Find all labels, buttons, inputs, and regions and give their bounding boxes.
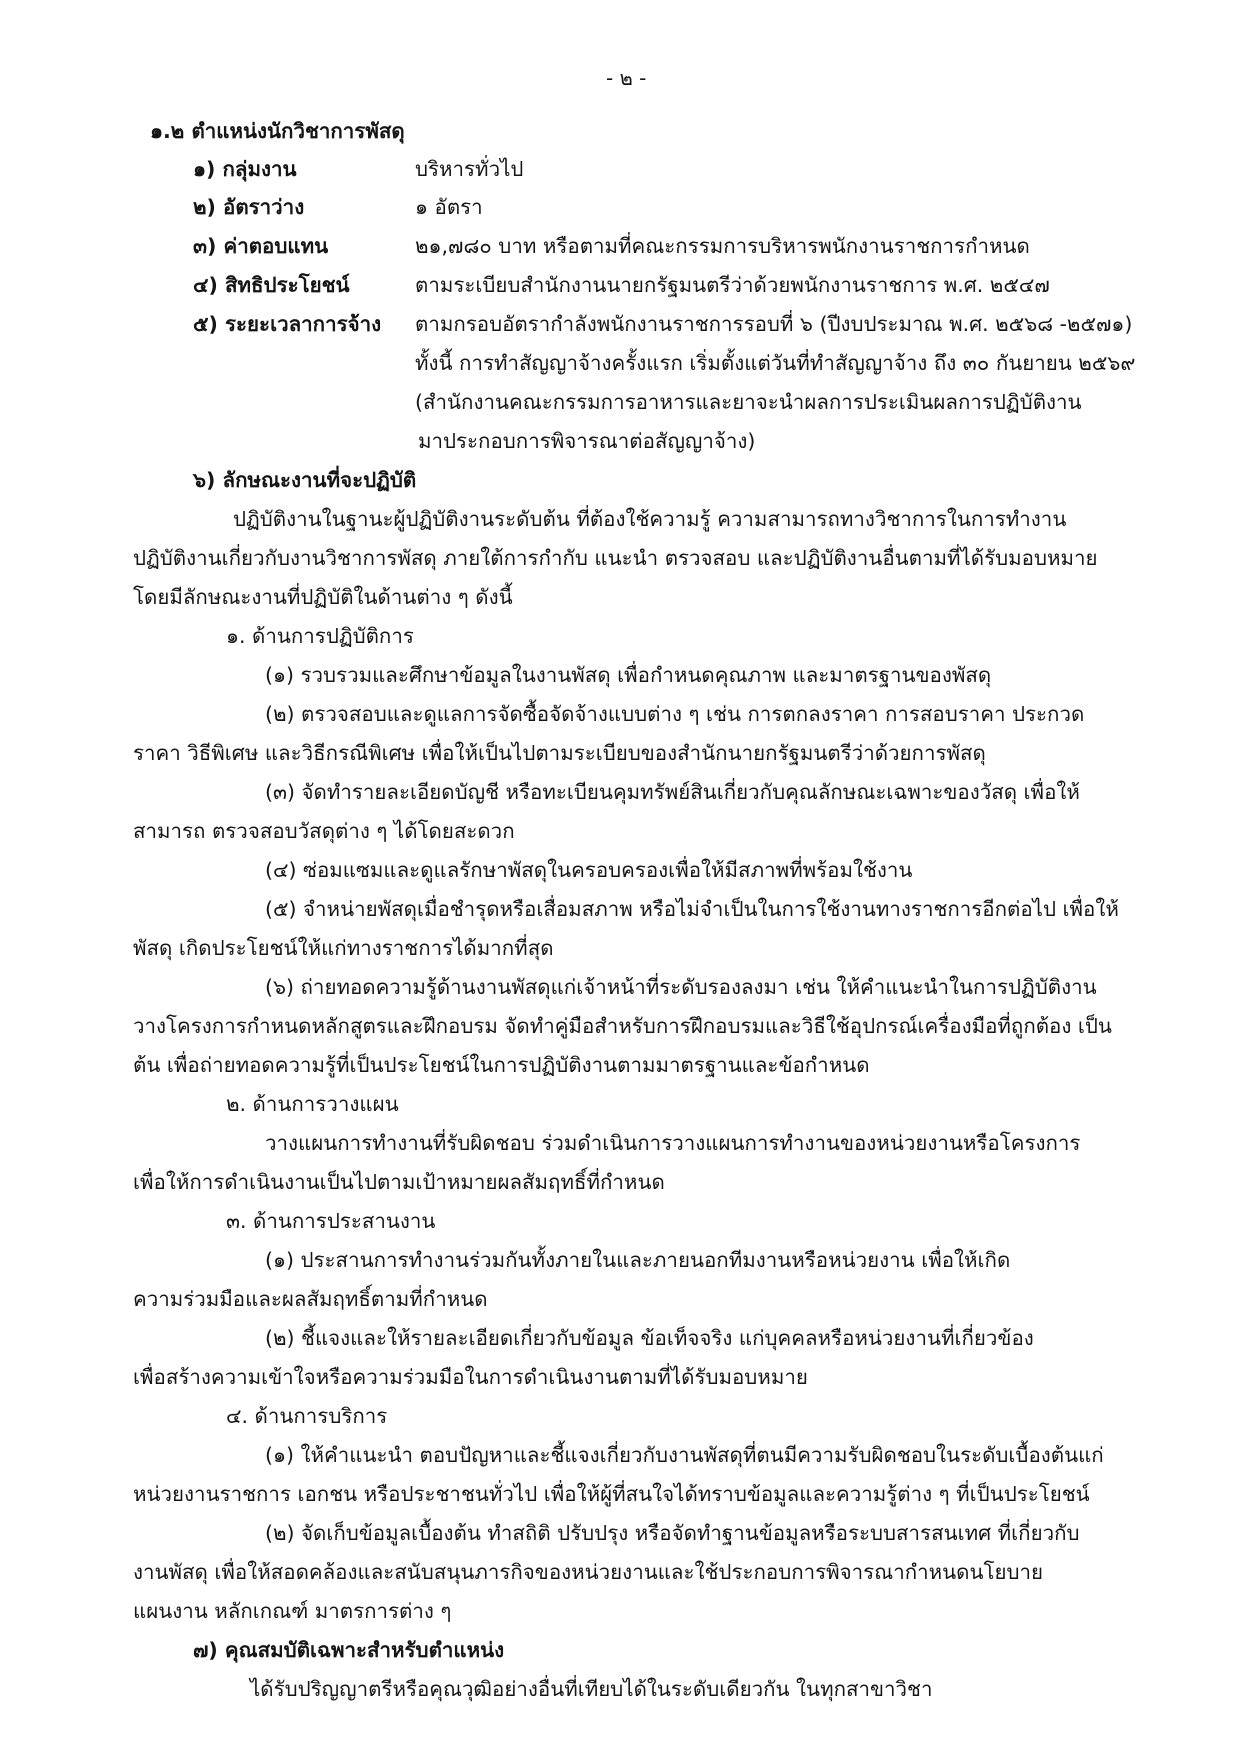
paragraph-line: วางแผนการทำงานที่รับผิดชอบ ร่วมดำเนินการวางแผนการทำงานของหน่วยงานหรือโครงการ xyxy=(265,1131,1081,1155)
list-item-cont: วางโครงการกำหนดหลักสูตรและฝึกอบรม จัดทำคู่มือสำหรับการฝึกอบรมและวิธีใช้อุปกรณ์เครื่องมือที่ถูกต้อง เป็น xyxy=(133,1014,1112,1038)
detail-label: ๕) ระยะเวลาการจ้าง xyxy=(193,312,382,336)
list-item: (๖) ถ่ายทอดความรู้ด้านงานพัสดุแก่เจ้าหน้าที่ระดับรองลงมา เช่น ให้คำแนะนำในการปฏิบัติงาน xyxy=(265,975,1097,999)
list-item: (๕) จำหน่ายพัสดุเมื่อชำรุดหรือเสื่อมสภาพ หรือไม่จำเป็นในการใช้งานทางราชการอีกต่อไป เพื่อให้ xyxy=(265,897,1119,921)
detail-value: ตามกรอบอัตรากำลังพนักงานราชการรอบที่ ๖ (ปีงบประมาณ พ.ศ. ๒๕๖๘ -๒๕๗๑) xyxy=(415,312,1133,336)
list-item-cont: แผนงาน หลักเกณฑ์ มาตรการต่าง ๆ xyxy=(133,1599,452,1623)
detail-value: ตามระเบียบสำนักงานนายกรัฐมนตรีว่าด้วยพนักงานราชการ พ.ศ. ๒๕๔๗ xyxy=(415,273,1050,297)
detail-value: ๑ อัตรา xyxy=(415,195,483,219)
page-number: - ๒ - xyxy=(606,66,647,90)
list-item-cont: งานพัสดุ เพื่อให้สอดคล้องและสนับสนุนภารกิจของหน่วยงานและใช้ประกอบการพิจารณากำหนดนโยบาย xyxy=(133,1560,1044,1584)
list-item: (๑) รวบรวมและศึกษาข้อมูลในงานพัสดุ เพื่อกำหนดคุณภาพ และมาตรฐานของพัสดุ xyxy=(265,663,992,687)
qualifications-text: ได้รับปริญญาตรีหรือคุณวุฒิอย่างอื่นที่เทียบได้ในระดับเดียวกัน ในทุกสาขาวิชา xyxy=(250,1677,933,1701)
detail-value: ๒๑,๗๘๐ บาท หรือตามที่คณะกรรมการบริหารพนักงานราชการกำหนด xyxy=(415,234,1030,258)
detail-continuation: มาประกอบการพิจารณาต่อสัญญาจ้าง) xyxy=(418,429,756,453)
list-item-cont: พัสดุ เกิดประโยชน์ให้แก่ทางราชการได้มากที่สุด xyxy=(133,936,554,960)
detail-label: ๔) สิทธิประโยชน์ xyxy=(193,273,350,297)
paragraph-line: ปฏิบัติงานในฐานะผู้ปฏิบัติงานระดับต้น ที่ต้องใช้ความรู้ ความสามารถทางวิชาการในการทำงาน xyxy=(233,507,1067,531)
section-title: ๑. ด้านการปฏิบัติการ xyxy=(226,624,414,648)
list-item-cont: ความร่วมมือและผลสัมฤทธิ์ตามที่กำหนด xyxy=(133,1287,488,1311)
list-item-cont: ต้น เพื่อถ่ายทอดความรู้ที่เป็นประโยชน์ในการปฏิบัติงานตามมาตรฐานและข้อกำหนด xyxy=(133,1053,870,1077)
list-item: (๒) ตรวจสอบและดูแลการจัดซื้อจัดจ้างแบบต่าง ๆ เช่น การตกลงราคา การสอบราคา ประกวด xyxy=(265,702,1085,726)
detail-label: ๒) อัตราว่าง xyxy=(193,195,305,219)
list-item: (๓) จัดทำรายละเอียดบัญชี หรือทะเบียนคุมทรัพย์สินเกี่ยวกับคุณลักษณะเฉพาะของวัสดุ เพื่อให้ xyxy=(265,780,1080,804)
qualifications-heading: ๗) คุณสมบัติเฉพาะสำหรับตำแหน่ง xyxy=(193,1638,505,1662)
detail-value: บริหารทั่วไป xyxy=(415,157,524,181)
list-item: (๒) ชี้แจงและให้รายละเอียดเกี่ยวกับข้อมูล ข้อเท็จจริง แก่บุคคลหรือหน่วยงานที่เกี่ยวข้อง xyxy=(265,1326,1034,1350)
paragraph-line: ปฏิบัติงานเกี่ยวกับงานวิชาการพัสดุ ภายใต้การกำกับ แนะนำ ตรวจสอบ และปฏิบัติงานอื่นตามที่ได้รับมอบหมาย xyxy=(133,546,1098,570)
detail-label: ๑) กลุ่มงาน xyxy=(193,157,297,181)
duties-heading: ๖) ลักษณะงานที่จะปฏิบัติ xyxy=(193,468,417,492)
list-item: (๑) ประสานการทำงานร่วมกันทั้งภายในและภายนอกทีมงานหรือหน่วยงาน เพื่อให้เกิด xyxy=(265,1248,1011,1272)
position-heading: ๑.๒ ตำแหน่งนักวิชาการพัสดุ xyxy=(150,119,405,143)
detail-continuation: ทั้งนี้ การทำสัญญาจ้างครั้งแรก เริ่มตั้งแต่วันที่ทำสัญญาจ้าง ถึง ๓๐ กันยายน ๒๕๖๙ xyxy=(415,351,1136,375)
section-title: ๒. ด้านการวางแผน xyxy=(226,1092,399,1116)
list-item-cont: หน่วยงานราชการ เอกชน หรือประชาชนทั่วไป เพื่อให้ผู้ที่สนใจได้ทราบข้อมูลและความรู้ต่าง ๆ ที่เป็นประโยชน์ xyxy=(133,1482,1090,1506)
paragraph-line: เพื่อให้การดำเนินงานเป็นไปตามเป้าหมายผลสัมฤทธิ์ที่กำหนด xyxy=(133,1170,665,1194)
section-title: ๓. ด้านการประสานงาน xyxy=(226,1209,436,1233)
paragraph-line: โดยมีลักษณะงานที่ปฏิบัติในด้านต่าง ๆ ดังนี้ xyxy=(133,585,513,609)
detail-label: ๓) ค่าตอบแทน xyxy=(193,234,329,258)
list-item: (๔) ซ่อมแซมและดูแลรักษาพัสดุในครอบครองเพื่อให้มีสภาพที่พร้อมใช้งาน xyxy=(265,858,913,882)
list-item-cont: สามารถ ตรวจสอบวัสดุต่าง ๆ ได้โดยสะดวก xyxy=(133,819,515,843)
list-item-cont: ราคา วิธีพิเศษ และวิธีกรณีพิเศษ เพื่อให้เป็นไปตามระเบียบของสำนักนายกรัฐมนตรีว่าด้วยการพัสดุ xyxy=(133,741,986,765)
section-title: ๔. ด้านการบริการ xyxy=(226,1404,388,1428)
list-item-cont: เพื่อสร้างความเข้าใจหรือความร่วมมือในการดำเนินงานตามที่ได้รับมอบหมาย xyxy=(133,1365,808,1389)
list-item: (๒) จัดเก็บข้อมูลเบื้องต้น ทำสถิติ ปรับปรุง หรือจัดทำฐานข้อมูลหรือระบบสารสนเทศ ที่เกี่ยวกับ xyxy=(265,1521,1080,1545)
detail-continuation: (สำนักงานคณะกรรมการอาหารและยาจะนำผลการประเมินผลการปฏิบัติงาน xyxy=(415,390,1082,414)
list-item: (๑) ให้คำแนะนำ ตอบปัญหาและชี้แจงเกี่ยวกับงานพัสดุที่ตนมีความรับผิดชอบในระดับเบื้องต้นแก่ xyxy=(265,1443,1104,1467)
